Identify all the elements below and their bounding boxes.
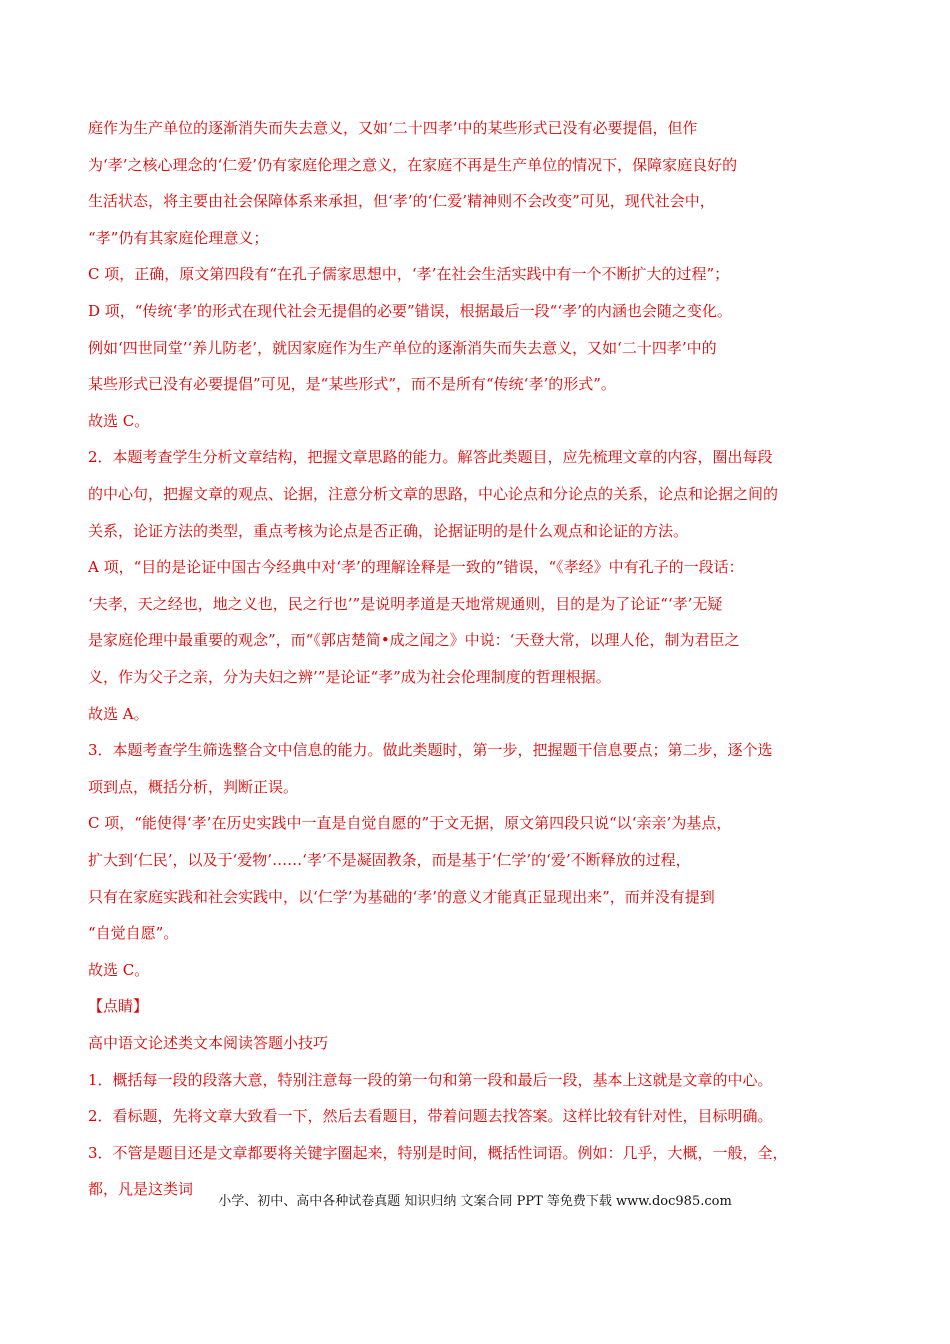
text-line: 故选 A。	[88, 705, 149, 723]
text-line: 2．看标题，先将文章大致看一下，然后去看题目，带着问题去找答案。这样比较有针对性，目标明确。	[88, 1107, 773, 1125]
text-line: 庭作为生产单位的逐渐消失而失去意义，又如‘二十四孝’中的某些形式已没有必要提倡，但作	[88, 119, 698, 137]
page-footer: 小学、初中、高中各种试卷真题 知识归纳 文案合同 PPT 等免费下载 www.doc985.com	[218, 1194, 732, 1209]
text-line: 1．概括每一段的段落大意，特别注意每一段的第一句和第一段和最后一段，基本上这就是文章的中心。	[88, 1071, 773, 1089]
text-line: 某些形式已没有必要提倡”可见，是“某些形式”，而不是所有“传统‘孝’的形式”。	[88, 375, 616, 393]
text-line: 高中语文论述类文本阅读答题小技巧	[88, 1034, 329, 1052]
text-line: 都，凡是这类词	[88, 1180, 194, 1198]
text-line: 3．不管是题目还是文章都要将关键字圈起来，特别是时间，概括性词语。例如：几乎，大概，一般，全，	[88, 1144, 788, 1162]
text-line: 2．本题考查学生分析文章结构，把握文章思路的能力。解答此类题目，应先梳理文章的内容，圈出每段	[88, 448, 773, 466]
text-line: 关系，论证方法的类型，重点考核为论点是否正确，论据证明的是什么观点和论证的方法。	[88, 522, 689, 540]
text-line: 义，作为父子之亲，分为夫妇之辨’”是论证“孝”成为社会伦理制度的哲理根据。	[88, 668, 611, 686]
text-line: 故选 C。	[88, 412, 150, 430]
text-line: “自觉自愿”。	[88, 924, 179, 942]
text-line: 故选 C。	[88, 961, 150, 979]
text-line: C 项，正确，原文第四段有“在孔子儒家思想中，‘孝’在社会生活实践中有一个不断扩大的过程”；	[88, 265, 730, 283]
text-line: ‘夫孝，天之经也，地之义也，民之行也’”是说明孝道是天地常规通则，目的是为了论证“‘孝’无疑	[88, 595, 723, 613]
text-line: 3．本题考查学生筛选整合文中信息的能力。做此类题时，第一步，把握题干信息要点；第二步，逐个选	[88, 741, 773, 759]
text-line: 生活状态，将主要由社会保障体系来承担，但‘孝’的‘仁爱’精神则不会改变”可见，现代社会中，	[88, 192, 715, 210]
text-line: 为‘孝’之核心理念的‘仁爱’仍有家庭伦理之意义，在家庭不再是生产单位的情况下，保障家庭良好的	[88, 156, 738, 174]
text-line: 是家庭伦理中最重要的观念”，而“《郭店楚简•成之闻之》中说：‘天登大常，以理人伦，制为君臣之	[88, 631, 740, 649]
text-line: 【点睛】	[88, 997, 149, 1015]
text-line: A 项，“目的是论证中国古今经典中对‘孝’的理解诠释是一致的”错误，“《孝经》中有孔子的一段话：	[88, 558, 744, 576]
text-line: 只有在家庭实践和社会实践中，以‘仁学’为基础的‘孝’的意义才能真正显现出来”，而并没有提到	[88, 888, 715, 906]
text-line: 扩大到‘仁民’，以及于‘爱物’……‘孝’不是凝固教条，而是基于‘仁学’的‘爱’不断释放的过程，	[88, 851, 691, 869]
text-line: 例如‘四世同堂’‘养儿防老’，就因家庭作为生产单位的逐渐消失而失去意义，又如‘二十四孝’中的	[88, 339, 717, 357]
text-line: 项到点，概括分析，判断正误。	[88, 778, 299, 796]
text-line: “孝”仍有其家庭伦理意义；	[88, 229, 269, 247]
text-line: C 项，“能使得‘孝’在历史实践中一直是自觉自愿的”于文无据，原文第四段只说“以‘亲亲’为基点，	[88, 814, 732, 832]
text-line: 的中心句，把握文章的观点、论据，注意分析文章的思路，中心论点和分论点的关系，论点和论据之间的	[88, 485, 779, 503]
text-line: D 项，“传统‘孝’的形式在现代社会无提倡的必要”错误，根据最后一段“‘孝’的内涵也会随之变化。	[88, 302, 732, 320]
